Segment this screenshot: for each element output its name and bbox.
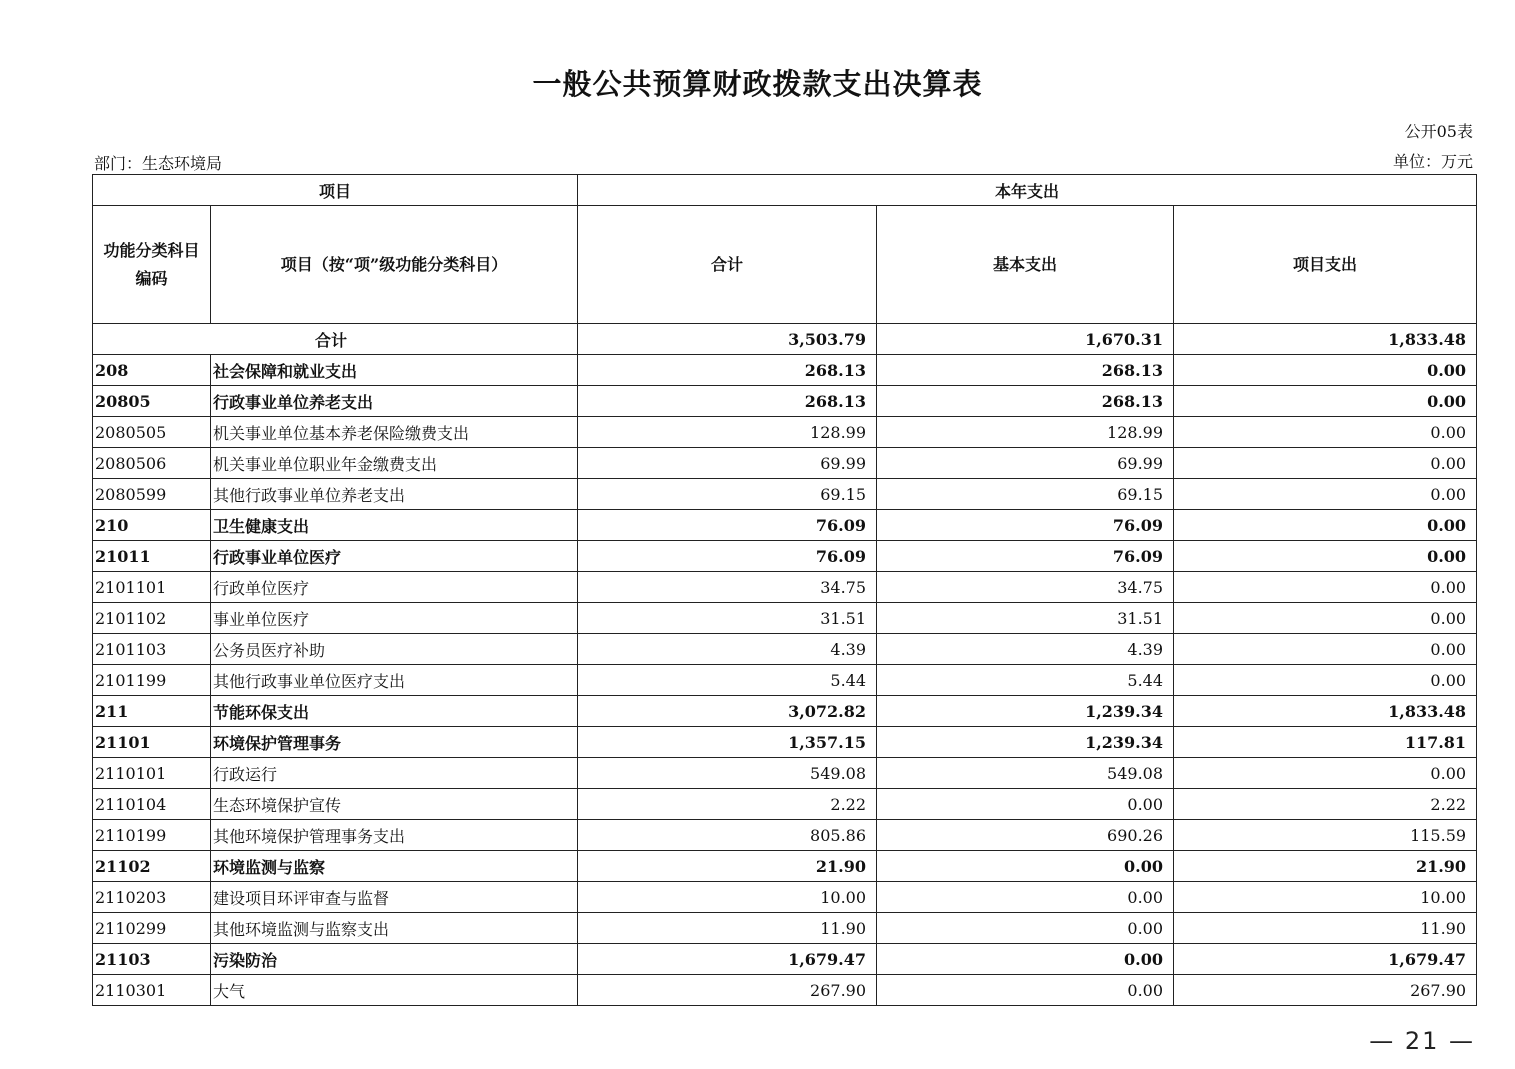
header-total: 合计 [578, 206, 877, 324]
row-name: 行政运行 [211, 758, 578, 789]
row-basic: 0.00 [877, 882, 1174, 913]
table-row [93, 665, 1477, 696]
row-code: 2101199 [93, 665, 211, 696]
row-name: 其他环境保护管理事务支出 [211, 820, 578, 851]
row-basic: 0.00 [877, 913, 1174, 944]
row-basic: 549.08 [877, 758, 1174, 789]
row-total: 3,072.82 [578, 696, 877, 727]
row-basic: 76.09 [877, 541, 1174, 572]
row-code: 2110203 [93, 882, 211, 913]
row-code: 2110301 [93, 975, 211, 1006]
table-row [93, 944, 1477, 975]
row-name: 大气 [211, 975, 578, 1006]
row-code: 2110199 [93, 820, 211, 851]
row-name: 污染防治 [211, 944, 578, 975]
table-row [93, 479, 1477, 510]
table-row [93, 417, 1477, 448]
row-code: 2080599 [93, 479, 211, 510]
header-project: 项目 [93, 175, 578, 206]
header-project-expenditure: 项目支出 [1174, 206, 1477, 324]
table-row [93, 448, 1477, 479]
row-total: 267.90 [578, 975, 877, 1006]
row-total: 1,679.47 [578, 944, 877, 975]
row-basic: 5.44 [877, 665, 1174, 696]
table-row [93, 355, 1477, 386]
table-row [93, 820, 1477, 851]
row-code: 2080506 [93, 448, 211, 479]
row-name: 卫生健康支出 [211, 510, 578, 541]
total-label: 合计 [93, 324, 578, 355]
row-total: 1,357.15 [578, 727, 877, 758]
row-project: 10.00 [1174, 882, 1477, 913]
total-row [93, 324, 1477, 355]
row-code: 21103 [93, 944, 211, 975]
table-row [93, 603, 1477, 634]
department-label: 部门：生态环境局 [94, 154, 223, 173]
row-project: 0.00 [1174, 665, 1477, 696]
row-total: 4.39 [578, 634, 877, 665]
header-current-year: 本年支出 [578, 175, 1477, 206]
row-project: 0.00 [1174, 417, 1477, 448]
table-row [93, 572, 1477, 603]
row-project: 0.00 [1174, 355, 1477, 386]
row-total: 76.09 [578, 510, 877, 541]
row-name: 机关事业单位基本养老保险缴费支出 [211, 417, 578, 448]
row-code: 2110299 [93, 913, 211, 944]
row-code: 2101101 [93, 572, 211, 603]
table-row [93, 975, 1477, 1006]
table-row [93, 758, 1477, 789]
row-total: 34.75 [578, 572, 877, 603]
row-basic: 34.75 [877, 572, 1174, 603]
row-code: 2101103 [93, 634, 211, 665]
row-basic: 0.00 [877, 975, 1174, 1006]
row-name: 环境保护管理事务 [211, 727, 578, 758]
row-code: 20805 [93, 386, 211, 417]
row-name: 行政事业单位医疗 [211, 541, 578, 572]
row-project: 0.00 [1174, 758, 1477, 789]
table-row [93, 541, 1477, 572]
row-code: 2101102 [93, 603, 211, 634]
table-row [93, 882, 1477, 913]
row-name: 环境监测与监察 [211, 851, 578, 882]
row-code: 2110101 [93, 758, 211, 789]
table-row [93, 913, 1477, 944]
row-total: 5.44 [578, 665, 877, 696]
total-basic: 1,670.31 [877, 324, 1174, 355]
row-name: 其他行政事业单位养老支出 [211, 479, 578, 510]
row-code: 208 [93, 355, 211, 386]
table-row [93, 696, 1477, 727]
row-basic: 76.09 [877, 510, 1174, 541]
header-basic: 基本支出 [877, 206, 1174, 324]
row-project: 2.22 [1174, 789, 1477, 820]
unit-label: 单位：万元 [1392, 152, 1473, 171]
row-name: 其他环境监测与监察支出 [211, 913, 578, 944]
table-row [93, 634, 1477, 665]
row-total: 69.15 [578, 479, 877, 510]
row-basic: 1,239.34 [877, 696, 1174, 727]
row-project: 21.90 [1174, 851, 1477, 882]
row-basic: 0.00 [877, 944, 1174, 975]
row-total: 21.90 [578, 851, 877, 882]
row-basic: 268.13 [877, 386, 1174, 417]
row-project: 0.00 [1174, 572, 1477, 603]
header-code: 功能分类科目编码 [93, 206, 211, 324]
row-name: 机关事业单位职业年金缴费支出 [211, 448, 578, 479]
row-code: 21101 [93, 727, 211, 758]
row-project: 115.59 [1174, 820, 1477, 851]
row-total: 31.51 [578, 603, 877, 634]
row-project: 0.00 [1174, 479, 1477, 510]
row-basic: 31.51 [877, 603, 1174, 634]
row-total: 11.90 [578, 913, 877, 944]
row-project: 0.00 [1174, 448, 1477, 479]
row-project: 0.00 [1174, 603, 1477, 634]
row-total: 69.99 [578, 448, 877, 479]
row-name: 建设项目环评审查与监督 [211, 882, 578, 913]
row-project: 117.81 [1174, 727, 1477, 758]
row-total: 268.13 [578, 386, 877, 417]
row-basic: 69.99 [877, 448, 1174, 479]
row-project: 0.00 [1174, 634, 1477, 665]
row-name: 行政单位医疗 [211, 572, 578, 603]
row-code: 2080505 [93, 417, 211, 448]
table-row [93, 727, 1477, 758]
row-project: 1,833.48 [1174, 696, 1477, 727]
table-row [93, 386, 1477, 417]
row-project: 0.00 [1174, 386, 1477, 417]
row-name: 生态环境保护宣传 [211, 789, 578, 820]
row-basic: 69.15 [877, 479, 1174, 510]
row-project: 11.90 [1174, 913, 1477, 944]
row-name: 节能环保支出 [211, 696, 578, 727]
row-total: 128.99 [578, 417, 877, 448]
row-code: 211 [93, 696, 211, 727]
row-name: 社会保障和就业支出 [211, 355, 578, 386]
table-row [93, 510, 1477, 541]
total-project: 1,833.48 [1174, 324, 1477, 355]
row-basic: 128.99 [877, 417, 1174, 448]
document-title: 一般公共预算财政拨款支出决算表 [532, 67, 983, 101]
row-total: 549.08 [578, 758, 877, 789]
page-number: — 21 — [1369, 1027, 1475, 1055]
header-item: 项目（按“项”级功能分类科目） [211, 206, 578, 324]
row-basic: 690.26 [877, 820, 1174, 851]
row-total: 268.13 [578, 355, 877, 386]
row-name: 其他行政事业单位医疗支出 [211, 665, 578, 696]
row-name: 公务员医疗补助 [211, 634, 578, 665]
row-basic: 0.00 [877, 789, 1174, 820]
row-basic: 268.13 [877, 355, 1174, 386]
row-project: 267.90 [1174, 975, 1477, 1006]
row-code: 2110104 [93, 789, 211, 820]
row-basic: 4.39 [877, 634, 1174, 665]
row-total: 10.00 [578, 882, 877, 913]
row-name: 行政事业单位养老支出 [211, 386, 578, 417]
row-code: 21011 [93, 541, 211, 572]
table-row [93, 789, 1477, 820]
row-code: 210 [93, 510, 211, 541]
row-code: 21102 [93, 851, 211, 882]
form-number: 公开05表 [1404, 122, 1473, 141]
row-project: 1,679.47 [1174, 944, 1477, 975]
row-basic: 0.00 [877, 851, 1174, 882]
row-total: 805.86 [578, 820, 877, 851]
row-total: 76.09 [578, 541, 877, 572]
row-basic: 1,239.34 [877, 727, 1174, 758]
row-project: 0.00 [1174, 510, 1477, 541]
row-name: 事业单位医疗 [211, 603, 578, 634]
table-row [93, 851, 1477, 882]
row-project: 0.00 [1174, 541, 1477, 572]
expenditure-table [92, 174, 1477, 1006]
total-total: 3,503.79 [578, 324, 877, 355]
row-total: 2.22 [578, 789, 877, 820]
